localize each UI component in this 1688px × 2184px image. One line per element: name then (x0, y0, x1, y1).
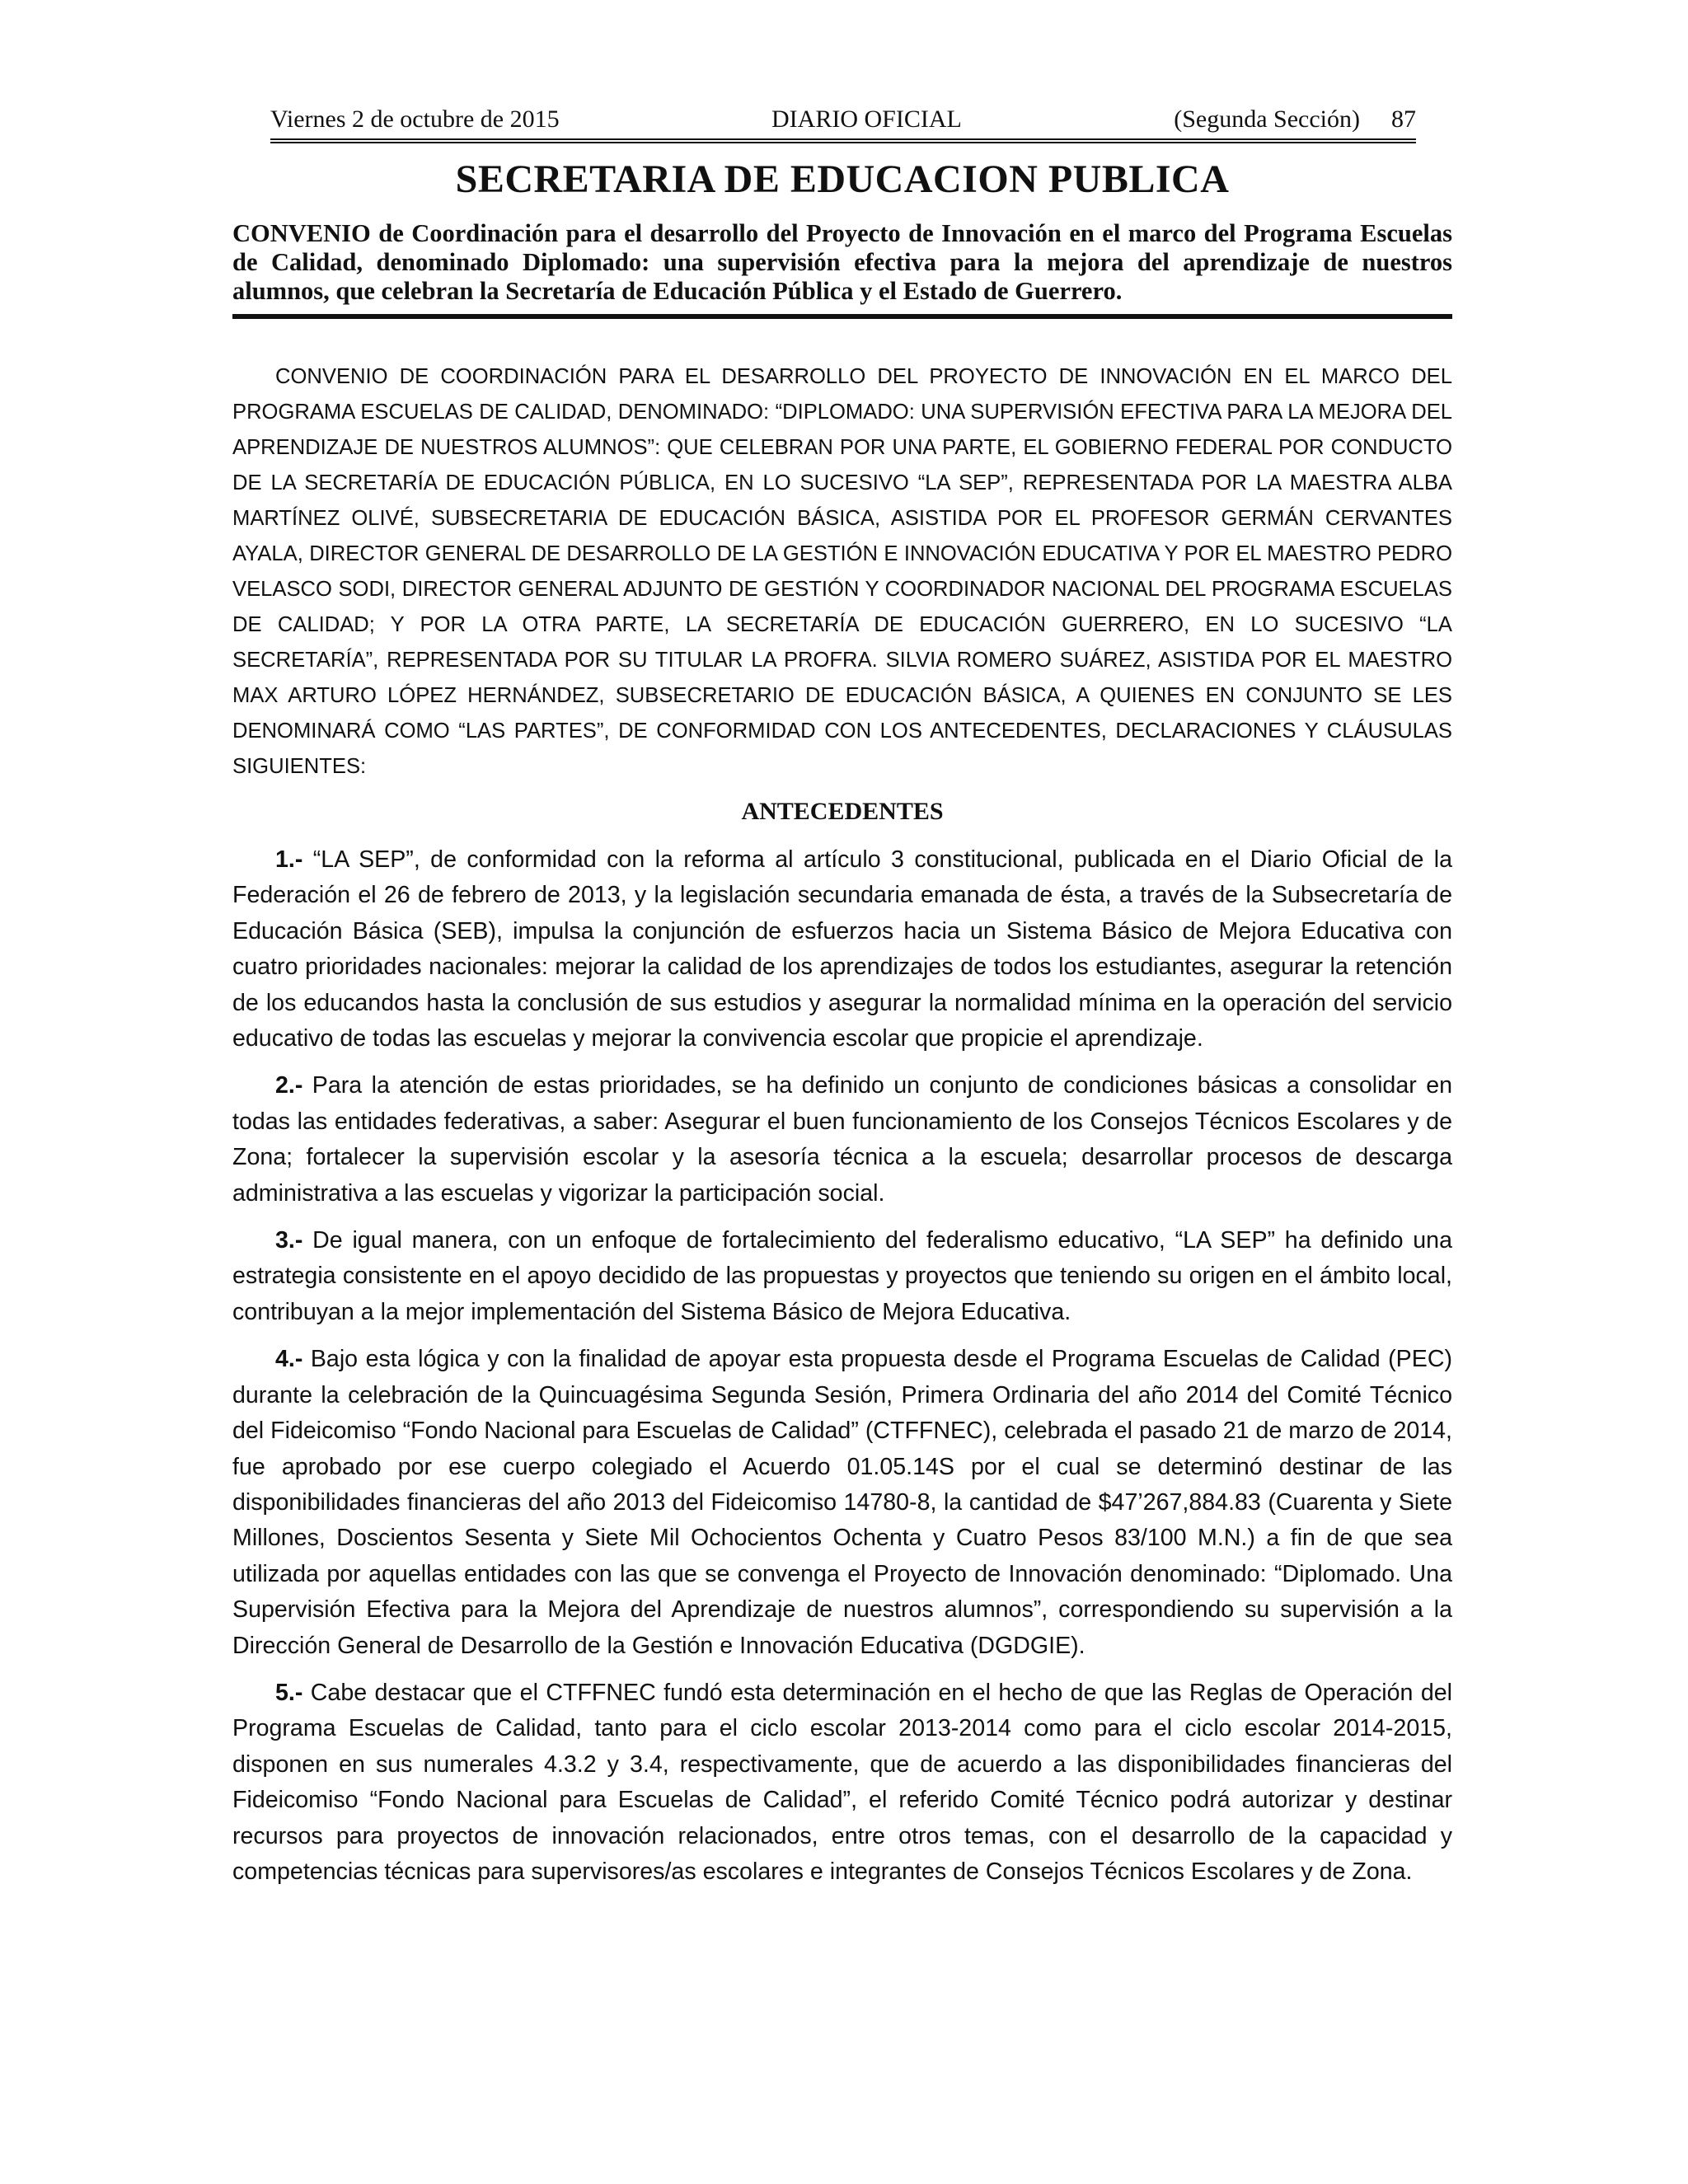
header-right (1174, 105, 1416, 134)
antecedentes-list (232, 842, 1452, 1901)
antecedente-item (232, 842, 1452, 1057)
item-text: Para la atención de estas prioridades, se ha definido un conjunto de condiciones básicas a consolidar en todas las entidades federativas, a saber: Asegurar el buen funcionamiento de los Consejos Técnicos Escolares y de Zona; fortalecer la supervisión escolar y la asesoría técnica a la escuela; desarrollar procesos de descarga administrativa a las escuelas y vigorizar la participación social. (232, 1072, 1452, 1207)
antecedente-item (232, 1223, 1452, 1330)
item-number: 3.- (275, 1227, 303, 1254)
item-number: 2.- (275, 1072, 303, 1099)
item-text: Cabe destacar que el CTFFNEC fundó esta determinación en el hecho de que las Reglas de Operación del Programa Escuelas de Calidad, tanto para el ciclo escolar 2013-2014 como para el ciclo escolar 2014-2015, disponen en sus numerales 4.3.2 y 3.4, respectivamente, que de acuerdo a las disponibilidades financieras del Fideicomiso “Fondo Nacional para Escuelas de Calidad”, el referido Comité Técnico podrá autorizar y destinar recursos para proyectos de innovación relacionados, entre otros temas, con el desarrollo de la capacidad y competencias técnicas para supervisores/as escolares e integrantes de Consejos Técnicos Escolares y de Zona. (232, 1679, 1452, 1885)
item-number: 4.- (275, 1346, 303, 1373)
item-number: 5.- (275, 1679, 303, 1706)
intro-paragraph: CONVENIO DE COORDINACIÓN PARA EL DESARROLLO DEL PROYECTO DE INNOVACIÓN EN EL MARCO DEL PROGRAMA ESCUELAS DE CALIDAD, DENOMINADO: “DIPLOMADO: UNA SUPERVISIÓN EFECTIVA PARA LA MEJORA DEL APRENDIZAJE DE NUESTROS ALUMNOS”: QUE CELEBRAN POR UNA PARTE, EL GOBIERNO FEDERAL POR CONDUCTO DE LA SECRETARÍA DE EDUCACIÓN PÚBLICA, EN LO SUCESIVO “LA SEP”, REPRESENTADA POR LA MAESTRA ALBA MARTÍNEZ OLIVÉ, SUBSECRETARIA DE EDUCACIÓN BÁSICA, ASISTIDA POR EL PROFESOR GERMÁN CERVANTES AYALA, DIRECTOR GENERAL DE DESARROLLO DE LA GESTIÓN E INNOVACIÓN EDUCATIVA Y POR EL MAESTRO PEDRO VELASCO SODI, DIRECTOR GENERAL ADJUNTO DE GESTIÓN Y COORDINADOR NACIONAL DEL PROGRAMA ESCUELAS DE CALIDAD; Y POR LA OTRA PARTE, LA SECRETARÍA DE EDUCACIÓN GUERRERO, EN LO SUCESIVO “LA SECRETARÍA”, REPRESENTADA POR SU TITULAR LA PROFRA. SILVIA ROMERO SUÁREZ, ASISTIDA POR EL MAESTRO MAX ARTURO LÓPEZ HERNÁNDEZ, SUBSECRETARIO DE EDUCACIÓN BÁSICA, A QUIENES EN CONJUNTO SE LES DENOMINARÁ COMO “LAS PARTES”, DE CONFORMIDAD CON LOS ANTECEDENTES, DECLARACIONES Y CLÁUSULAS SIGUIENTES: (232, 365, 1452, 778)
document-summary: CONVENIO de Coordinación para el desarrollo del Proyecto de Innovación en el marco del Programa Escuelas de Calidad, denominado Diplomado: una supervisión efectiva para la mejora del aprendizaje de nuestros alumnos, que celebran la Secretaría de Educación Pública y el Estado de Guerrero. (232, 219, 1452, 319)
header-publication: DIARIO OFICIAL (771, 105, 962, 133)
antecedentes-heading: ANTECEDENTES (741, 798, 944, 825)
header-date: Viernes 2 de octubre de 2015 (270, 105, 560, 133)
section-title: SECRETARIA DE EDUCACION PUBLICA (455, 157, 1230, 201)
antecedente-item (232, 1068, 1452, 1212)
item-text: Bajo esta lógica y con la finalidad de apoyar esta propuesta desde el Programa Escuelas de Calidad (PEC) durante la celebración de la Quincuagésima Segunda Sesión, Primera Ordinaria del año 2014 del Comité Técnico del Fideicomiso “Fondo Nacional para Escuelas de Calidad” (CTFFNEC), celebrada el pasado 21 de marzo de 2014, fue aprobado por ese cuerpo colegiado el Acuerdo 01.05.14S por el cual se determinó destinar de las disponibilidades financieras del año 2013 del Fideicomiso 14780-8, la cantidad de $47’267,884.83 (Cuarenta y Siete Millones, Doscientos Sesenta y Siete Mil Ochocientos Ochenta y Cuatro Pesos 83/100 M.N.) a fin de que sea utilizada por aquellas entidades con las que se convenga el Proyecto de Innovación denominado: “Diplomado. Una Supervisión Efectiva para la Mejora del Aprendizaje de nuestros alumnos”, correspondiendo su supervisión a la Dirección General de Desarrollo de la Gestión e Innovación Educativa (DGDGIE). (232, 1346, 1452, 1659)
header-page-number: 87 (1391, 105, 1416, 133)
page-header (270, 92, 1416, 143)
item-text: De igual manera, con un enfoque de fortalecimiento del federalismo educativo, “LA SEP” ha definido una estrategia consistente en el apoyo decidido de las propuestas y proyectos que teniendo su origen en el ámbito local, contribuyan a la mejor implementación del Sistema Básico de Mejora Educativa. (232, 1227, 1452, 1325)
item-text: “LA SEP”, de conformidad con la reforma al artículo 3 constitucional, publicada en el Diario Oficial de la Federación el 26 de febrero de 2013, y la legislación secundaria emanada de ésta, a través de la Subsecretaría de Educación Básica (SEB), impulsa la conjunción de esfuerzos hacia un Sistema Básico de Mejora Educativa con cuatro prioridades nacionales: mejorar la calidad de los aprendizajes de todos los estudiantes, asegurar la retención de los educandos hasta la conclusión de sus estudios y asegurar la normalidad mínima en la operación del servicio educativo de todas las escuelas y mejorar la convivencia escolar que propicie el aprendizaje. (232, 846, 1452, 1052)
header-section: (Segunda Sección) (1174, 105, 1360, 133)
antecedente-item (232, 1342, 1452, 1664)
item-number: 1.- (275, 846, 303, 873)
antecedente-item (232, 1675, 1452, 1890)
